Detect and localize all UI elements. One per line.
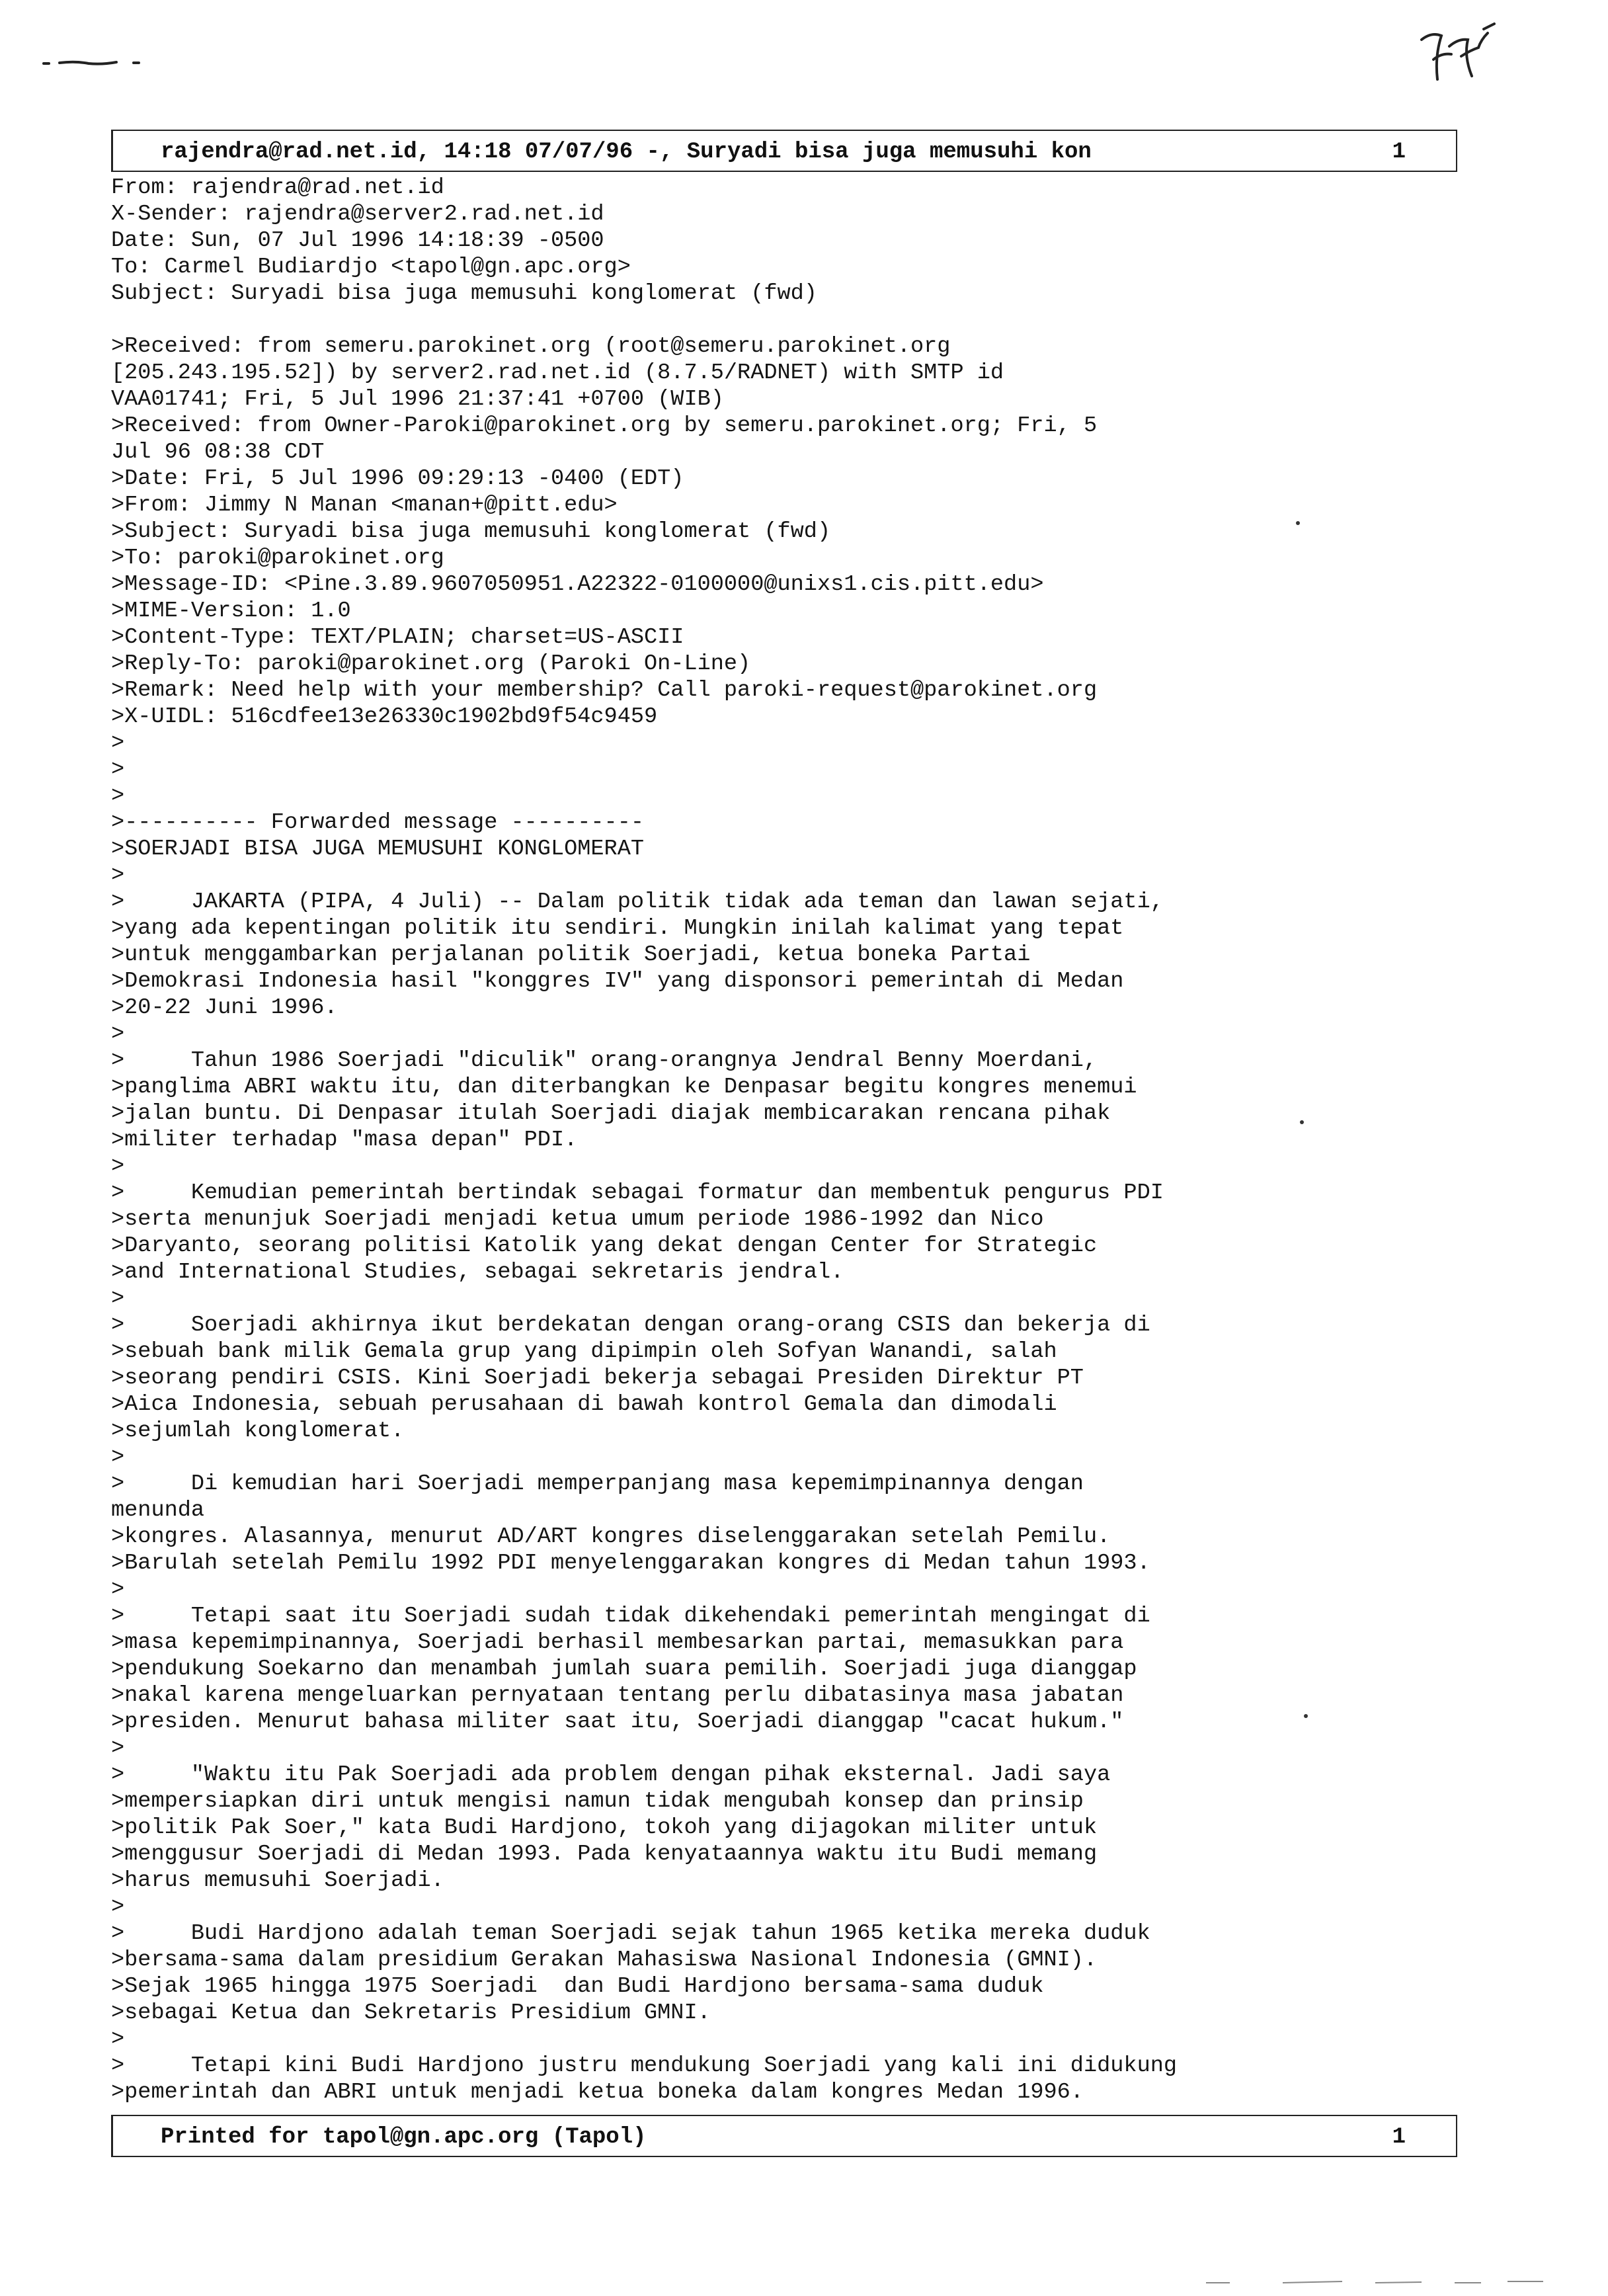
email-line: >Received: from semeru.parokinet.org (root@semeru.parokinet.org — [111, 334, 951, 359]
email-line: >Demokrasi Indonesia hasil "konggres IV" yang disponsori pemerintah di Medan — [111, 969, 1124, 994]
email-line: >Sejak 1965 hingga 1975 Soerjadi dan Budi Hardjono bersama-sama duduk — [111, 1974, 1044, 1999]
email-line: >From: Jimmy N Manan <manan+@pitt.edu> — [111, 493, 618, 518]
email-line: > — [111, 731, 125, 756]
email-line: >presiden. Menurut bahasa militer saat itu, Soerjadi dianggap "cacat hukum." — [111, 1709, 1124, 1735]
email-line: >and International Studies, sebagai sekretaris jendral. — [111, 1260, 844, 1285]
email-line: >Remark: Need help with your membership? Call paroki-request@parokinet.org — [111, 678, 1098, 703]
email-line: >masa kepemimpinannya, Soerjadi berhasil membesarkan partai, memasukkan para — [111, 1630, 1124, 1655]
email-line: menunda — [111, 1498, 205, 1523]
email-line: >Subject: Suryadi bisa juga memusuhi konglomerat (fwd) — [111, 519, 831, 544]
email-line: >Aica Indonesia, sebuah perusahaan di bawah kontrol Gemala dan dimodali — [111, 1392, 1057, 1417]
email-line: > Tetapi kini Budi Hardjono justru mendukung Soerjadi yang kali ini didukung — [111, 2053, 1178, 2078]
email-line: [205.243.195.52]) by server2.rad.net.id (8.7.5/RADNET) with SMTP id — [111, 360, 1004, 386]
email-line: >pendukung Soekarno dan menambah jumlah suara pemilih. Soerjadi juga dianggap — [111, 1657, 1137, 1682]
email-line: >bersama-sama dalam presidium Gerakan Mahasiswa Nasional Indonesia (GMNI). — [111, 1948, 1098, 1973]
email-line: >SOERJADI BISA JUGA MEMUSUHI KONGLOMERAT — [111, 837, 645, 862]
footer-text: Printed for tapol@gn.apc.org (Tapol) — [161, 2125, 647, 2150]
email-line: > — [111, 2027, 125, 2052]
email-line: > — [111, 1577, 125, 1602]
email-line: > Soerjadi akhirnya ikut berdekatan dengan orang-orang CSIS dan bekerja di — [111, 1313, 1150, 1338]
email-line: >yang ada kepentingan politik itu sendiri. Mungkin inilah kalimat yang tepat — [111, 916, 1124, 941]
email-line: >panglima ABRI waktu itu, dan diterbangkan ke Denpasar begitu kongres menemui — [111, 1075, 1137, 1100]
email-line: > — [111, 1736, 125, 1761]
pen-stroke-mark — [42, 58, 141, 67]
email-line: Date: Sun, 07 Jul 1996 14:18:39 -0500 — [111, 228, 604, 253]
email-line: > Di kemudian hari Soerjadi memperpanjang masa kepemimpinannya dengan — [111, 1471, 1084, 1496]
email-line: > Budi Hardjono adalah teman Soerjadi sejak tahun 1965 ketika mereka duduk — [111, 1921, 1150, 1946]
scan-speck — [1300, 1120, 1304, 1124]
scan-speck — [1304, 1714, 1308, 1718]
header-page-number: 1 — [1392, 140, 1406, 165]
header-title: rajendra@rad.net.id, 14:18 07/07/96 -, Suryadi bisa juga memusuhi kon — [161, 140, 1092, 165]
email-line: >---------- Forwarded message ---------- — [111, 810, 645, 835]
email-line: Subject: Suryadi bisa juga memusuhi konglomerat (fwd) — [111, 281, 817, 306]
email-line: >Reply-To: paroki@parokinet.org (Paroki On-Line) — [111, 651, 751, 676]
email-line: >Daryanto, seorang politisi Katolik yang dekat dengan Center for Strategic — [111, 1233, 1098, 1258]
email-line: >serta menunjuk Soerjadi menjadi ketua umum periode 1986-1992 dan Nico — [111, 1207, 1044, 1232]
email-line: >politik Pak Soer," kata Budi Hardjono, tokoh yang dijagokan militer untuk — [111, 1815, 1098, 1840]
email-line: >kongres. Alasannya, menurut AD/ART kongres diselenggarakan setelah Pemilu. — [111, 1524, 1111, 1549]
email-line: >sebuah bank milik Gemala grup yang dipimpin oleh Sofyan Wanandi, salah — [111, 1339, 1057, 1364]
email-line: > "Waktu itu Pak Soerjadi ada problem dengan pihak eksternal. Jadi saya — [111, 1762, 1111, 1787]
email-line: >Message-ID: <Pine.3.89.9607050951.A22322-0100000@unixs1.cis.pitt.edu> — [111, 572, 1044, 597]
email-line: >untuk menggambarkan perjalanan politik Soerjadi, ketua boneka Partai — [111, 942, 1031, 967]
email-line: X-Sender: rajendra@server2.rad.net.id — [111, 202, 604, 227]
email-line: >sejumlah konglomerat. — [111, 1418, 405, 1444]
email-line: > Kemudian pemerintah bertindak sebagai formatur dan membentuk pengurus PDI — [111, 1180, 1164, 1206]
print-header — [111, 130, 1457, 172]
print-footer — [111, 2115, 1457, 2157]
email-line: >harus memusuhi Soerjadi. — [111, 1868, 444, 1893]
email-line: >jalan buntu. Di Denpasar itulah Soerjadi diajak membicarakan rencana pihak — [111, 1101, 1111, 1126]
email-line: > — [111, 1286, 125, 1311]
email-line: To: Carmel Budiardjo <tapol@gn.apc.org> — [111, 255, 631, 280]
email-line: Jul 96 08:38 CDT — [111, 440, 325, 465]
email-line: > — [111, 784, 125, 809]
bottom-edge-marks — [1203, 2275, 1547, 2288]
email-line: >pemerintah dan ABRI untuk menjadi ketua boneka dalam kongres Medan 1996. — [111, 2080, 1084, 2105]
email-line: >X-UIDL: 516cdfee13e26330c1902bd9f54c9459 — [111, 704, 658, 729]
email-line: VAA01741; Fri, 5 Jul 1996 21:37:41 +0700 (WIB) — [111, 387, 724, 412]
email-line: >Content-Type: TEXT/PLAIN; charset=US-ASCII — [111, 625, 684, 650]
email-line — [111, 307, 1473, 333]
email-line: >mempersiapkan diri untuk mengisi namun tidak mengubah konsep dan prinsip — [111, 1789, 1084, 1814]
email-line: >sebagai Ketua dan Sekretaris Presidium GMNI. — [111, 2000, 711, 2026]
email-line: >To: paroki@parokinet.org — [111, 546, 444, 571]
email-line: >nakal karena mengeluarkan pernyataan tentang perlu dibatasinya masa jabatan — [111, 1683, 1124, 1708]
email-body — [111, 175, 1473, 2106]
email-line: >Received: from Owner-Paroki@parokinet.org by semeru.parokinet.org; Fri, 5 — [111, 413, 1098, 438]
email-line: >Barulah setelah Pemilu 1992 PDI menyelenggarakan kongres di Medan tahun 1993. — [111, 1551, 1150, 1576]
email-line: > JAKARTA (PIPA, 4 Juli) -- Dalam politik tidak ada teman dan lawan sejati, — [111, 889, 1164, 915]
email-line: >menggusur Soerjadi di Medan 1993. Pada kenyataannya waktu itu Budi memang — [111, 1842, 1098, 1867]
email-line: > Tahun 1986 Soerjadi "diculik" orang-orangnya Jendral Benny Moerdani, — [111, 1048, 1098, 1073]
email-line: > — [111, 1895, 125, 1920]
email-line: >Date: Fri, 5 Jul 1996 09:29:13 -0400 (EDT) — [111, 466, 684, 491]
email-line: >militer terhadap "masa depan" PDI. — [111, 1128, 578, 1153]
email-line: >seorang pendiri CSIS. Kini Soerjadi bekerja sebagai Presiden Direktur PT — [111, 1366, 1084, 1391]
footer-page-number: 1 — [1392, 2125, 1406, 2150]
email-line: > — [111, 1154, 125, 1179]
email-line: > Tetapi saat itu Soerjadi sudah tidak dikehendaki pemerintah mengingat di — [111, 1604, 1150, 1629]
email-line: > — [111, 1022, 125, 1047]
email-line: > — [111, 1445, 125, 1470]
scan-speck — [1296, 521, 1300, 525]
email-line: > — [111, 863, 125, 888]
email-line: From: rajendra@rad.net.id — [111, 175, 444, 200]
handwritten-initials-mark — [1415, 20, 1501, 93]
email-line: >20-22 Juni 1996. — [111, 995, 338, 1020]
email-line: > — [111, 757, 125, 782]
email-line: >MIME-Version: 1.0 — [111, 598, 351, 624]
